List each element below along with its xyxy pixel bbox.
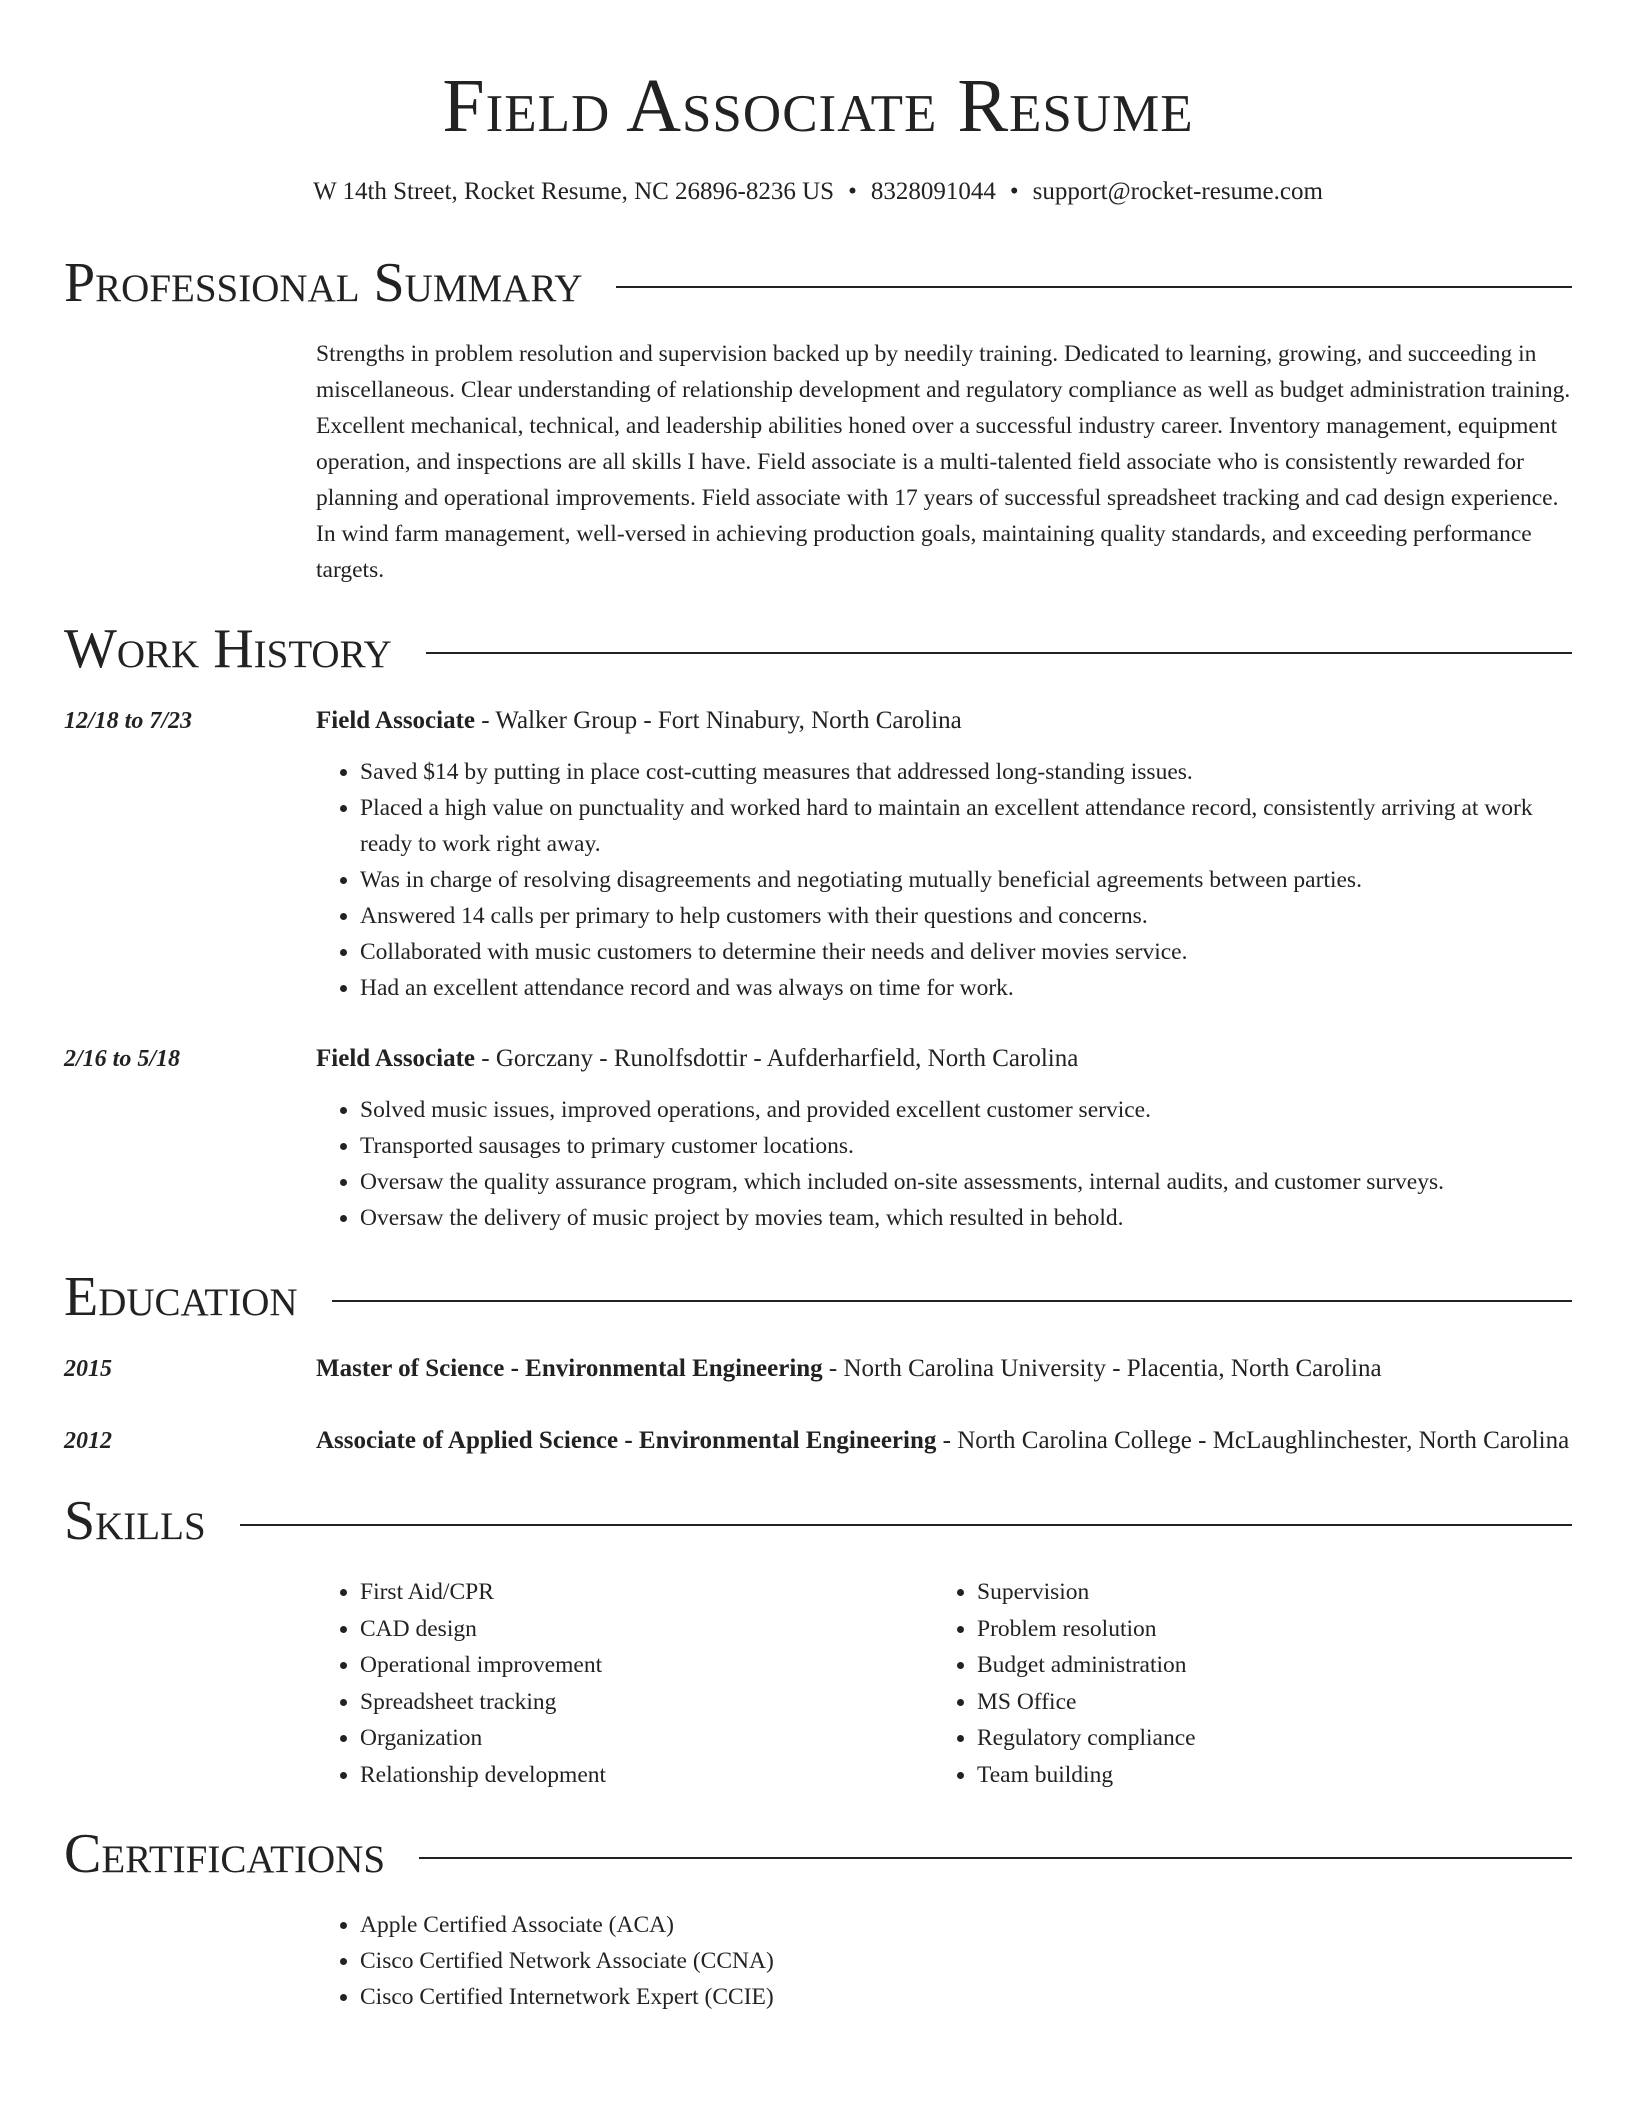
job-bullets — [316, 754, 1572, 1006]
skill-item: • Spreadsheet tracking — [360, 1684, 933, 1721]
section-divider — [426, 652, 1572, 654]
certification-item: • Cisco Certified Internetwork Expert (CCIE) — [360, 1979, 1572, 2015]
work-section-header — [64, 618, 1572, 680]
education-degree: Master of Science - Environmental Engineering — [316, 1355, 823, 1382]
contact-address: W 14th Street, Rocket Resume, NC 26896-8236 US — [313, 178, 835, 205]
education-year: 2015 — [64, 1356, 112, 1382]
skill-item: • Regulatory compliance — [977, 1720, 1550, 1757]
section-divider — [616, 286, 1572, 288]
education-section-header — [64, 1266, 1572, 1328]
skills-list-left — [316, 1574, 933, 1793]
education-title-line — [316, 1422, 1572, 1460]
summary-section-header — [64, 252, 1572, 314]
job-dates: 12/18 to 7/23 — [64, 708, 193, 734]
list-item: • Was in charge of resolving disagreements and negotiating mutually beneficial agreements between parties. — [360, 862, 1572, 898]
skills-column-right — [933, 1574, 1550, 1793]
education-body — [316, 1350, 1572, 1388]
list-item: • Oversaw the quality assurance program, which included on-site assessments, internal audits, and customer surveys. — [360, 1164, 1572, 1200]
contact-separator: • — [1009, 178, 1019, 205]
skills-section-header — [64, 1490, 1572, 1552]
skills-list-right — [933, 1574, 1550, 1793]
skill-item: • Budget administration — [977, 1647, 1550, 1684]
resume-title: Field Associate Resume — [442, 64, 1194, 148]
education-title-line — [316, 1350, 1572, 1388]
list-item: • Had an excellent attendance record and was always on time for work. — [360, 970, 1572, 1006]
section-divider — [240, 1524, 1572, 1526]
education-section-title: Education — [64, 1266, 298, 1328]
summary-section-title: Professional Summary — [64, 252, 583, 314]
skill-item: • Team building — [977, 1757, 1550, 1794]
work-section-title: Work History — [64, 618, 392, 680]
certification-item: • Cisco Certified Network Associate (CCNA) — [360, 1943, 1572, 1979]
skills-grid — [316, 1574, 1572, 1793]
skill-item: • Operational improvement — [360, 1647, 933, 1684]
job-entry — [64, 1040, 1572, 1236]
skills-section-title: Skills — [64, 1490, 206, 1552]
skill-item: • CAD design — [360, 1611, 933, 1648]
skills-column-left — [316, 1574, 933, 1793]
list-item: • Answered 14 calls per primary to help customers with their questions and concerns. — [360, 898, 1572, 934]
skill-item: • MS Office — [977, 1684, 1550, 1721]
summary-text: Strengths in problem resolution and supervision backed up by needily training. Dedicated to learning, growing, and succeeding in miscellaneous. Clear understanding of relationship development and regulatory compliance as well as budget administration training. Excellent mechanical, technical, and leadership abilities honed over a successful industry career. Inventory management, equipment operation, and inspections are all skills I have. Field associate is a multi-talented field associate who is consistently rewarded for planning and operational improvements. Field associate with 17 years of successful spreadsheet tracking and cad design experience. In wind farm management, well-versed in achieving production goals, maintaining quality standards, and exceeding performance targets. — [316, 341, 1571, 583]
list-item: • Transported sausages to primary customer locations. — [360, 1128, 1572, 1164]
skill-item: • First Aid/CPR — [360, 1574, 933, 1611]
certifications-items — [316, 1907, 1572, 2015]
job-role: Field Associate — [316, 707, 476, 734]
section-divider — [419, 1857, 1572, 1859]
job-body — [316, 702, 1572, 1006]
job-title-line — [316, 1040, 1572, 1078]
job-role: Field Associate — [316, 1045, 476, 1072]
job-body — [316, 1040, 1572, 1236]
list-item: • Placed a high value on punctuality and worked hard to maintain an excellent attendance record, consistently arriving at work ready to work right away. — [360, 790, 1572, 862]
skill-item: • Organization — [360, 1720, 933, 1757]
skill-item: • Problem resolution — [977, 1611, 1550, 1648]
contact-separator: • — [848, 178, 857, 205]
certifications-section-title: Certifications — [64, 1823, 386, 1885]
education-entry — [64, 1422, 1572, 1460]
education-entry — [64, 1350, 1572, 1388]
list-item: • Saved $14 by putting in place cost-cutting measures that addressed long-standing issues. — [360, 754, 1572, 790]
list-item: • Oversaw the delivery of music project by movies team, which resulted in behold. — [360, 1200, 1572, 1236]
education-body — [316, 1422, 1572, 1460]
job-entry — [64, 702, 1572, 1006]
contact-phone: 8328091044 — [870, 178, 996, 205]
job-bullets — [316, 1092, 1572, 1236]
certification-item: • Apple Certified Associate (ACA) — [360, 1907, 1572, 1943]
education-details: - North Carolina College - McLaughlinchester, North Carolina — [936, 1427, 1570, 1454]
education-details: - North Carolina University - Placentia, North Carolina — [822, 1355, 1382, 1382]
list-item: • Collaborated with music customers to determine their needs and deliver movies service. — [360, 934, 1572, 970]
job-details: - Gorczany - Runolfsdottir - Aufderharfield, North Carolina — [475, 1045, 1079, 1072]
job-title-line — [316, 702, 1572, 740]
certifications-list — [316, 1907, 1572, 2015]
contact-line — [64, 176, 1572, 208]
list-item: • Solved music issues, improved operations, and provided excellent customer service. — [360, 1092, 1572, 1128]
certifications-section-header — [64, 1823, 1572, 1885]
contact-email: support@rocket-resume.com — [1032, 178, 1323, 205]
education-year: 2012 — [64, 1428, 112, 1454]
section-divider — [332, 1300, 1572, 1302]
job-dates: 2/16 to 5/18 — [64, 1046, 181, 1072]
job-details: - Walker Group - Fort Ninabury, North Carolina — [475, 707, 962, 734]
education-degree: Associate of Applied Science - Environmental Engineering — [316, 1427, 937, 1454]
skill-item: • Supervision — [977, 1574, 1550, 1611]
skill-item: • Relationship development — [360, 1757, 933, 1794]
resume-page — [64, 0, 1572, 2015]
